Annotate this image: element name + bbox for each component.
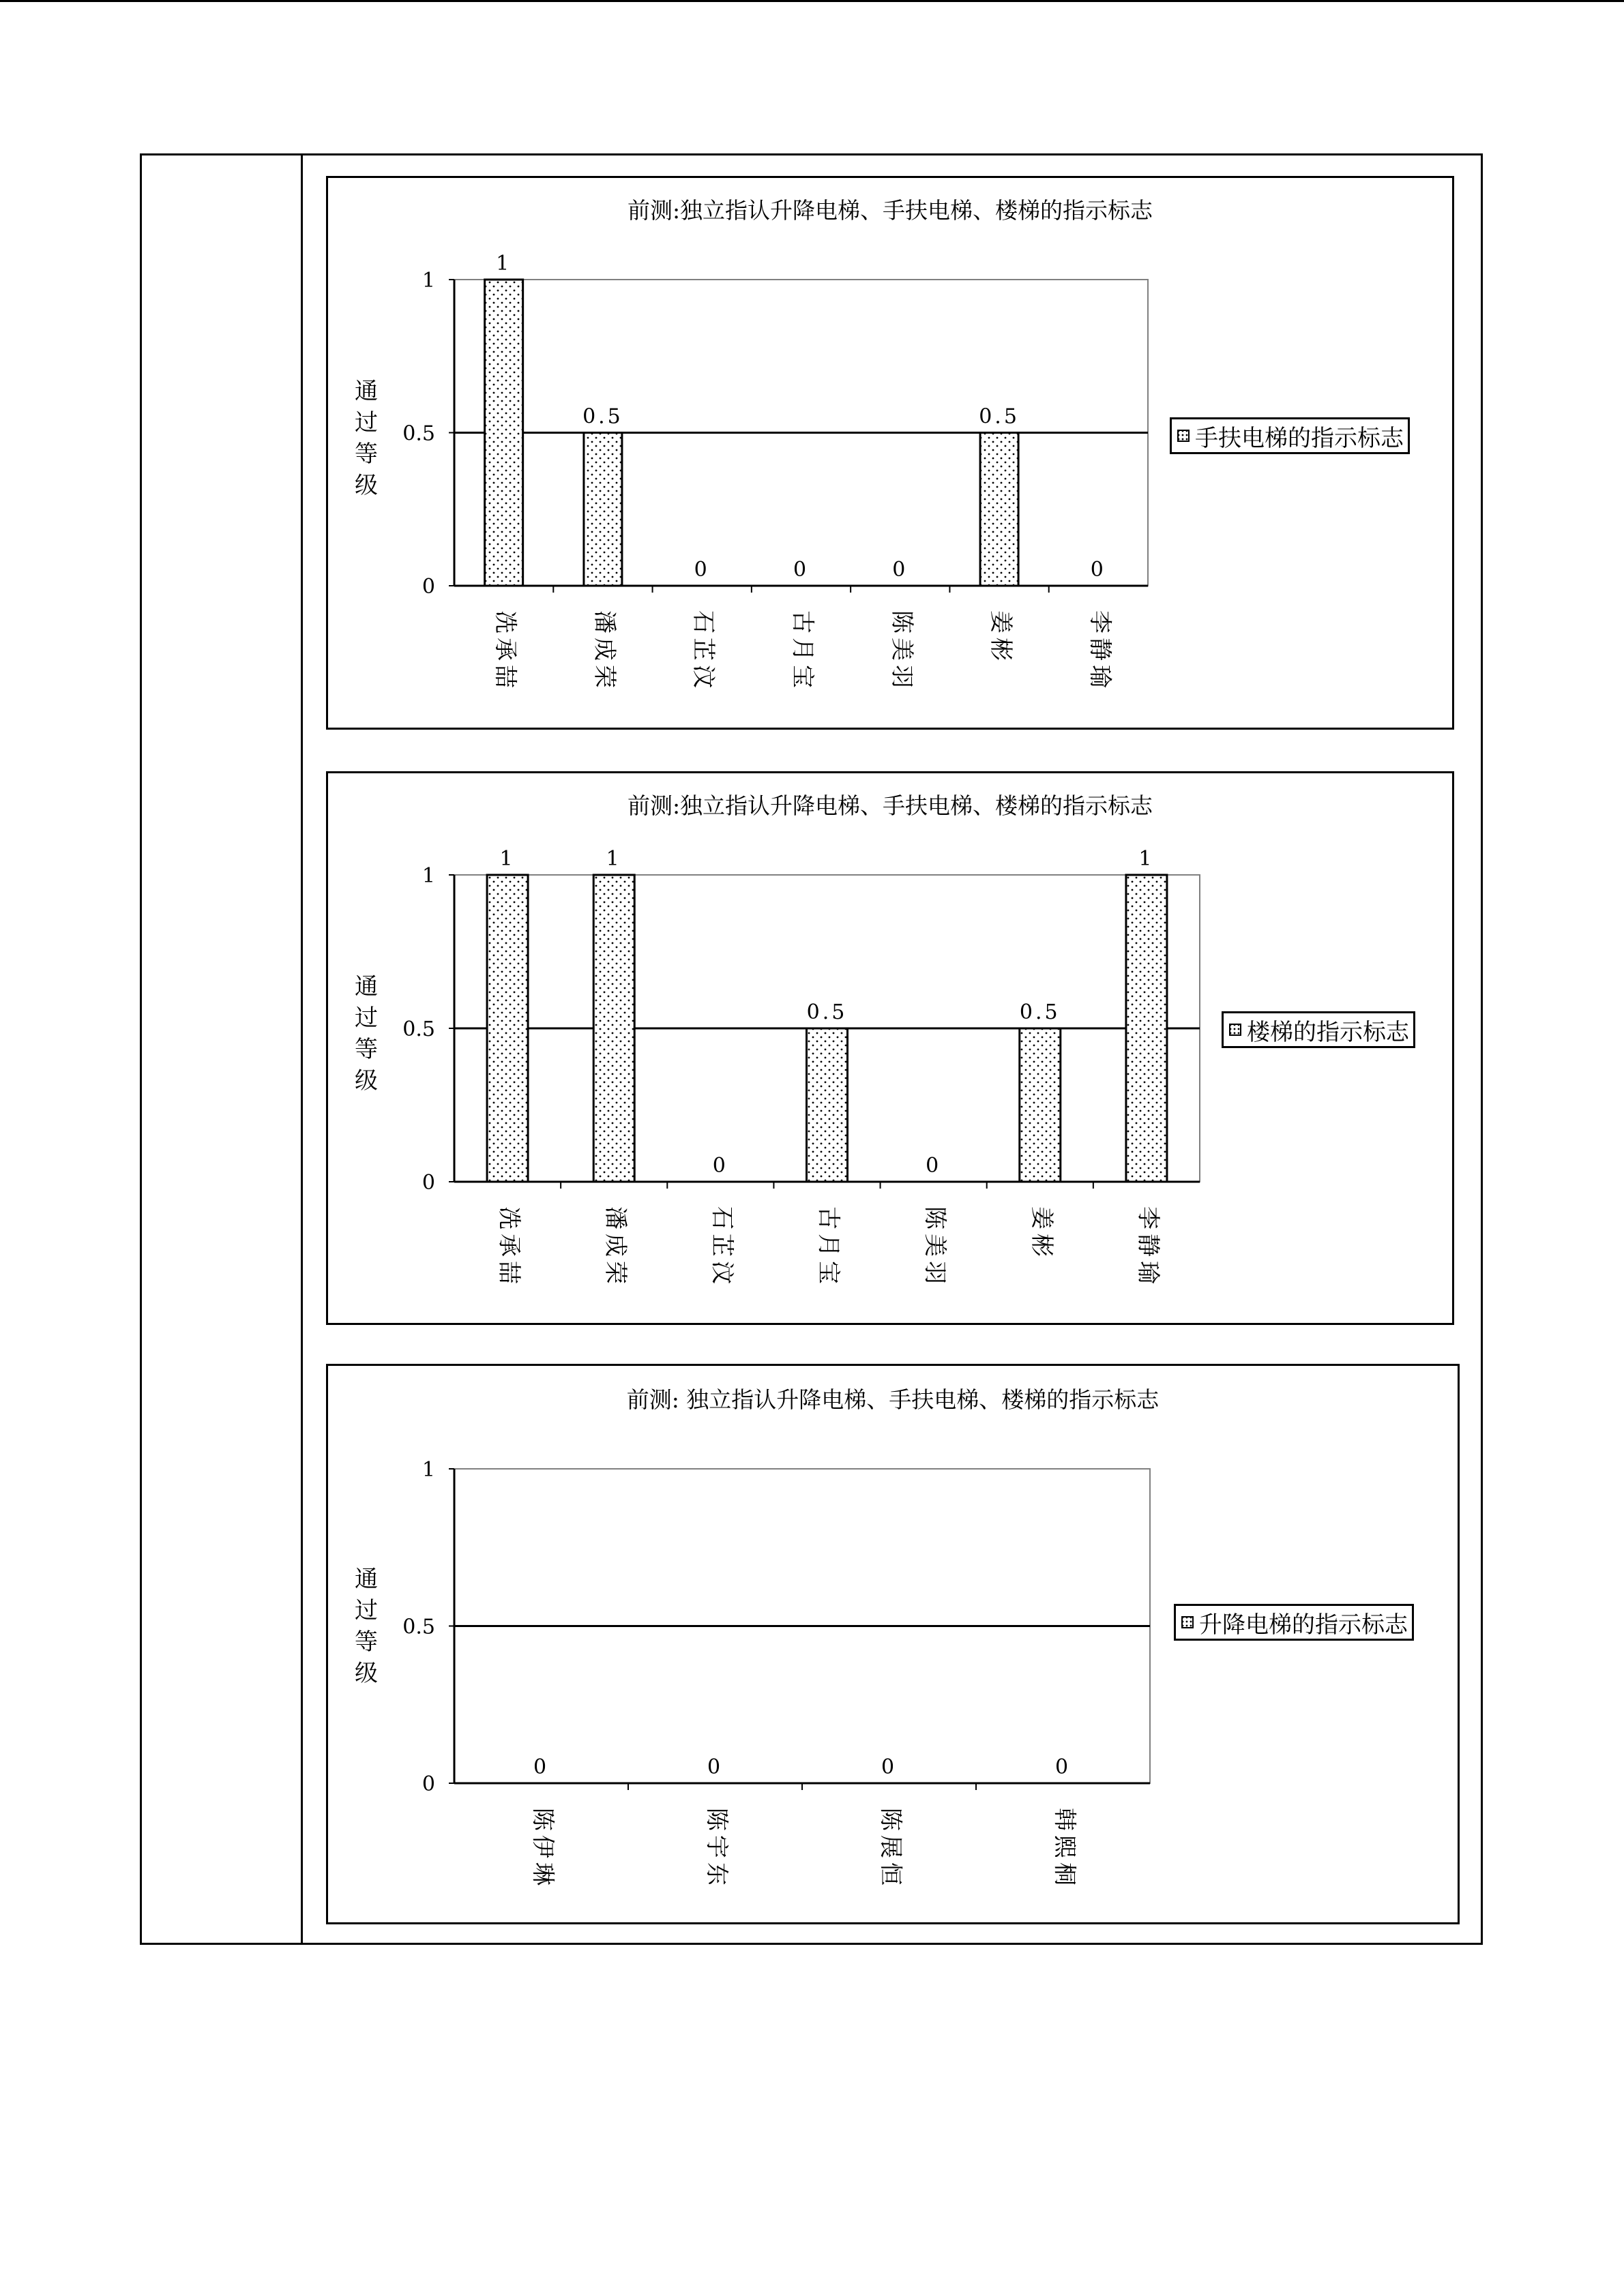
data-label: 0 [707,1755,724,1779]
chart-plot [328,1366,1458,1922]
chart-legend [1170,417,1410,454]
data-label: 0 [1090,558,1106,582]
bar [593,875,634,1182]
y-tick-label: 1 [422,864,435,888]
y-axis-label-char: 过 [355,1004,378,1032]
y-axis-label-char: 过 [355,1597,378,1624]
y-tick-label: 0.5 [402,1615,435,1639]
x-tick-label: 李静瑜 [1134,1206,1162,1288]
data-label: 0 [881,1755,898,1779]
x-tick-label: 古月宝 [788,610,816,692]
bar [807,1028,848,1182]
bar [1020,1028,1061,1182]
x-tick-label: 李静瑜 [1086,610,1114,692]
y-tick-label: 0 [422,1772,435,1796]
legend-swatch [1177,430,1190,442]
data-label: 0 [1054,1755,1072,1779]
x-tick-label: 石芷汶 [708,1206,736,1288]
chart-legend [1174,1604,1414,1641]
chart-panel-elevator [326,1364,1460,1924]
legend-label: 手扶电梯的指示标志 [1195,424,1404,452]
x-tick-label: 姜彬 [1027,1206,1055,1261]
chart-panel-stairs [326,771,1454,1325]
x-tick-label: 陈展恒 [876,1808,904,1890]
y-tick-label: 0 [422,1171,435,1195]
legend-swatch [1181,1616,1194,1628]
y-tick-label: 0.5 [402,421,435,446]
y-axis-label [353,971,380,1097]
chart-plot [328,773,1452,1323]
legend-label: 楼梯的指示标志 [1247,1018,1409,1046]
data-label: 0.5 [1019,1000,1061,1024]
y-axis-label-char: 通 [355,973,378,1000]
y-axis-label-char: 通 [355,1566,378,1593]
x-tick-label: 冼承喆 [495,1206,523,1288]
bar [1126,875,1167,1182]
y-axis-label-char: 级 [355,1067,378,1094]
chart-title: 前测:独立指认升降电梯、手扶电梯、楼梯的指示标志 [627,197,1153,224]
x-tick-label: 韩熙桐 [1050,1808,1078,1890]
x-tick-label: 石芷汶 [690,610,718,692]
x-tick-label: 冼承喆 [491,610,519,692]
x-tick-label: 姜彬 [987,610,1015,665]
x-tick-label: 潘成荣 [602,1206,630,1288]
data-label: 0.5 [979,404,1020,429]
data-label: 0 [533,1755,550,1779]
chart-panel-escalator [326,176,1454,730]
chart-title: 前测:独立指认升降电梯、手扶电梯、楼梯的指示标志 [627,792,1153,819]
data-label: 0.5 [582,404,623,429]
y-axis-label-char: 等 [355,1036,378,1063]
y-tick-label: 1 [422,1458,435,1482]
x-tick-label: 潘成荣 [590,610,618,692]
data-label: 1 [496,252,512,275]
data-label: 0 [892,558,909,582]
data-label: 0 [694,558,710,582]
x-tick-label: 陈宇东 [703,1808,730,1890]
y-axis-label-char: 过 [355,409,378,436]
data-label: 0 [793,558,810,582]
data-label: 1 [1138,847,1155,871]
y-axis-label-char: 级 [355,472,378,499]
x-tick-label: 陈美羽 [921,1206,949,1288]
y-axis-label-char: 级 [355,1660,378,1687]
y-tick-label: 0 [422,575,435,599]
data-label: 0.5 [806,1000,848,1024]
y-axis-label [353,376,380,501]
data-label: 0 [926,1154,942,1178]
data-label: 1 [499,847,516,871]
bar [980,433,1018,586]
data-label: 1 [606,847,622,871]
chart-legend [1222,1011,1415,1048]
legend-swatch [1229,1024,1241,1036]
y-axis-label-char: 等 [355,1628,378,1656]
table-column-divider [301,153,303,1945]
x-tick-label: 陈美羽 [887,610,915,692]
x-tick-label: 古月宝 [814,1206,842,1288]
x-tick-label: 陈伊琳 [529,1808,557,1890]
bar [487,875,528,1182]
y-axis-label [353,1564,380,1689]
y-axis-label-char: 等 [355,441,378,468]
data-label: 0 [712,1154,728,1178]
y-axis-label-char: 通 [355,378,378,405]
legend-label: 升降电梯的指示标志 [1199,1611,1408,1639]
bar [485,280,523,586]
bar [584,433,622,586]
y-tick-label: 0.5 [402,1017,435,1041]
y-tick-label: 1 [422,269,435,293]
chart-title: 前测: 独立指认升降电梯、手扶电梯、楼梯的指示标志 [626,1386,1160,1413]
page-top-rule [0,0,1624,2]
